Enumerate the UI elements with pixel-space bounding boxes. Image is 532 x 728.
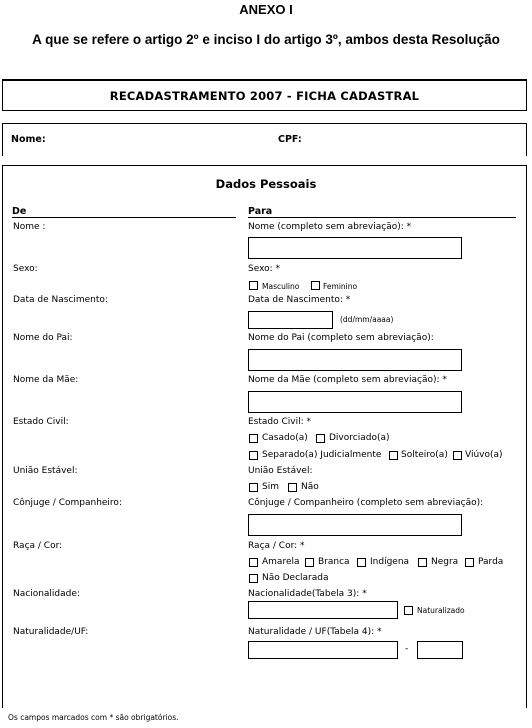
marital-separated-checkbox[interactable]	[249, 451, 258, 460]
birthplace-separator: -	[405, 644, 409, 654]
marital-divorced-label: Divorciado(a)	[329, 433, 390, 443]
old-union-label: União Estável:	[13, 466, 78, 476]
nationality-input[interactable]	[248, 601, 398, 619]
father-name-input[interactable]	[248, 349, 462, 371]
new-father-label: Nome do Pai (completo sem abreviação):	[248, 333, 434, 343]
sex-male-label: Masculino	[262, 282, 300, 291]
new-marital-label: Estado Civil: *	[248, 417, 312, 427]
full-name-input[interactable]	[248, 237, 462, 259]
marital-married-label: Casado(a)	[262, 433, 308, 443]
birthplace-uf-input[interactable]	[417, 641, 463, 659]
race-undeclared-checkbox[interactable]	[249, 574, 258, 583]
form-title: RECADASTRAMENTO 2007 - FICHA CADASTRAL	[109, 89, 420, 103]
race-brown-checkbox[interactable]	[465, 558, 474, 567]
old-sex-label: Sexo:	[13, 264, 38, 274]
old-birthplace-label: Naturalidade/UF:	[13, 627, 89, 637]
birthplace-city-input[interactable]	[248, 641, 398, 659]
race-black-label: Negra	[431, 557, 459, 567]
race-white-checkbox[interactable]	[305, 558, 314, 567]
new-name-label: Nome (completo sem abreviação): *	[248, 222, 412, 232]
required-fields-note: Os campos marcados com * são obrigatórios.	[8, 713, 179, 722]
annex-subtitle: A que se refere o artigo 2º e inciso I do artigo 3º, ambos desta Resolução	[32, 32, 500, 47]
race-yellow-label: Amarela	[262, 557, 300, 567]
form-title-box	[2, 79, 527, 111]
column-to-header: Para	[248, 206, 273, 217]
race-brown-label: Parda	[478, 557, 504, 567]
sex-female-label: Feminino	[323, 282, 358, 291]
column-from-rule	[12, 217, 236, 218]
cpf-label: CPF:	[278, 134, 302, 145]
spouse-name-input[interactable]	[248, 514, 462, 536]
old-race-label: Raça / Cor:	[13, 541, 63, 551]
old-birthdate-label: Data de Nascimento:	[13, 295, 108, 305]
column-from-header: De	[12, 206, 27, 217]
new-spouse-label: Cônjuge / Companheiro (completo sem abreviação):	[248, 498, 484, 508]
union-no-label: Não	[301, 482, 319, 492]
marital-widowed-label: Viúvo(a)	[465, 450, 503, 460]
race-yellow-checkbox[interactable]	[249, 558, 258, 567]
old-nationality-label: Nacionalidade:	[13, 589, 80, 599]
old-father-label: Nome do Pai:	[13, 333, 73, 343]
old-marital-label: Estado Civil:	[13, 417, 69, 427]
new-union-label: União Estável:	[248, 466, 313, 476]
name-label: Nome:	[11, 134, 46, 145]
old-spouse-label: Cônjuge / Companheiro:	[13, 498, 122, 508]
annex-title: ANEXO I	[239, 2, 293, 17]
mother-name-input[interactable]	[248, 391, 462, 413]
section-title: Dados Pessoais	[215, 177, 317, 191]
union-no-checkbox[interactable]	[288, 483, 297, 492]
old-mother-label: Nome da Mãe:	[13, 375, 79, 385]
race-black-checkbox[interactable]	[418, 558, 427, 567]
new-sex-label: Sexo: *	[248, 264, 281, 274]
new-race-label: Raça / Cor: *	[248, 541, 305, 551]
race-indigenous-label: Indígena	[370, 557, 410, 567]
birthdate-format-hint: (dd/mm/aaaa)	[340, 315, 394, 324]
union-yes-checkbox[interactable]	[249, 483, 258, 492]
old-name-label: Nome :	[13, 222, 46, 232]
race-white-label: Branca	[318, 557, 350, 567]
new-mother-label: Nome da Mãe (completo sem abreviação): *	[248, 375, 447, 385]
marital-single-label: Solteiro(a)	[401, 450, 448, 460]
new-birthdate-label: Data de Nascimento: *	[248, 295, 351, 305]
marital-divorced-checkbox[interactable]	[316, 434, 325, 443]
new-nationality-label: Nacionalidade(Tabela 3): *	[248, 589, 367, 599]
naturalized-checkbox[interactable]	[404, 606, 413, 615]
marital-widowed-checkbox[interactable]	[453, 451, 462, 460]
marital-single-checkbox[interactable]	[389, 451, 398, 460]
sex-male-checkbox[interactable]	[249, 281, 258, 290]
race-undeclared-label: Não Declarada	[262, 573, 329, 583]
new-birthplace-label: Naturalidade / UF(Tabela 4): *	[248, 627, 382, 637]
birthdate-input[interactable]	[248, 311, 333, 329]
race-indigenous-checkbox[interactable]	[357, 558, 366, 567]
marital-married-checkbox[interactable]	[249, 434, 258, 443]
marital-separated-label: Separado(a) Judicialmente	[262, 450, 382, 460]
sex-female-checkbox[interactable]	[311, 281, 320, 290]
column-to-rule	[248, 217, 516, 218]
identity-box	[2, 123, 527, 156]
union-yes-label: Sim	[262, 482, 279, 492]
naturalized-label: Naturalizado	[417, 606, 465, 615]
